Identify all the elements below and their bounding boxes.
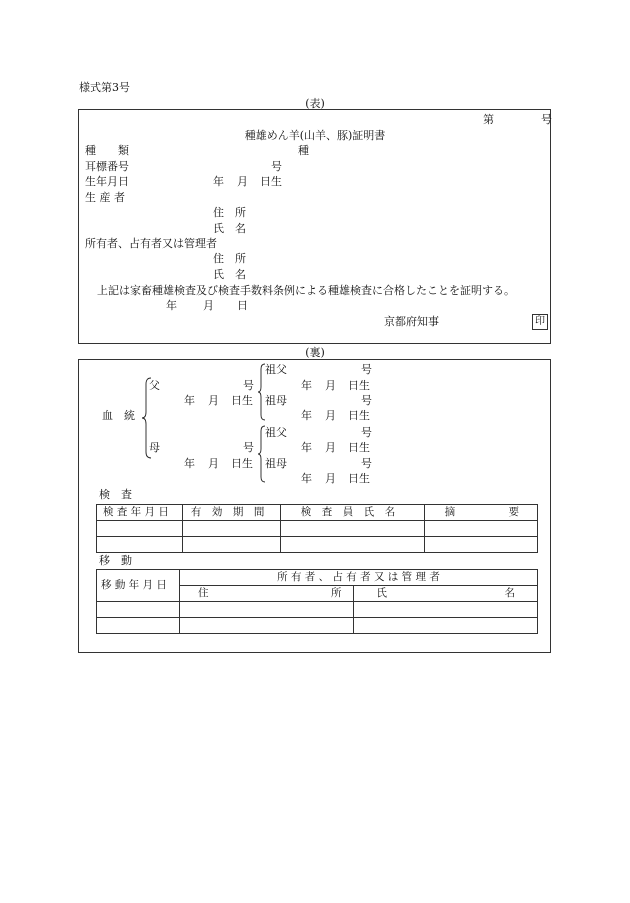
cert-date-day: 日 (237, 299, 248, 312)
cert-date-year: 年 (166, 299, 177, 312)
certificate-title: 種雄めん羊(山羊、豚)証明書 (244, 129, 386, 142)
birth-date-label: 生年月日 (85, 175, 129, 188)
dam-grandfather-number-suffix: 号 (361, 426, 372, 439)
inspection-heading: 検 査 (99, 488, 132, 501)
cert-no-suffix: 号 (541, 113, 552, 126)
breed-suffix: 種 (298, 144, 309, 157)
seal-box: 印 (532, 314, 548, 330)
sire-number-suffix: 号 (243, 379, 254, 392)
producer-label: 生 産 者 (85, 191, 125, 204)
inspection-col-validity: 有 効 期 間 (182, 505, 280, 521)
inspection-header-row (97, 505, 538, 521)
table-row (97, 537, 538, 553)
sire-grandmother-birth-year: 年 (301, 409, 312, 422)
birth-year: 年 (213, 175, 224, 188)
transfer-col-name: 氏 名 (354, 586, 538, 602)
dam-grandfather-label: 祖父 (265, 426, 287, 439)
transfer-heading: 移 動 (99, 554, 132, 567)
sire-grandmother-birth-day: 日生 (348, 409, 370, 422)
sire-birth-month: 月 (208, 394, 219, 407)
owner-name-label: 氏 名 (213, 268, 246, 281)
transfer-col-address: 住 所 (179, 586, 354, 602)
producer-address-label: 住 所 (213, 206, 246, 219)
dam-grandmother-number-suffix: 号 (361, 457, 372, 470)
sire-label: 父 (149, 379, 160, 392)
table-row (97, 521, 538, 537)
front-section-label: (表) (305, 97, 325, 110)
transfer-table (96, 569, 538, 634)
breed-label: 種 類 (85, 144, 129, 157)
sire-grandfather-birth-year: 年 (301, 379, 312, 392)
dam-birth-year: 年 (184, 457, 195, 470)
dam-grandmother-birth-year: 年 (301, 472, 312, 485)
table-row (97, 602, 538, 618)
ear-tag-label: 耳標番号 (85, 160, 129, 173)
inspection-col-remarks: 摘 要 (424, 505, 537, 521)
owner-label: 所有者、占有者又は管理者 (85, 237, 217, 250)
owner-address-label: 住 所 (213, 252, 246, 265)
inspection-col-date: 検 査 年 月 日 (97, 505, 183, 521)
back-section-label: (裏) (305, 346, 325, 359)
pedigree-label: 血 統 (102, 409, 135, 422)
sire-grandmother-number-suffix: 号 (361, 394, 372, 407)
birth-month: 月 (237, 175, 248, 188)
front-frame (78, 109, 551, 344)
cert-date-month: 月 (203, 299, 214, 312)
transfer-header-row (97, 570, 538, 586)
inspection-col-inspector: 検 査 員 氏 名 (280, 505, 424, 521)
sire-grandmother-birth-month: 月 (325, 409, 336, 422)
dam-grandmother-birth-day: 日生 (348, 472, 370, 485)
sire-birth-year: 年 (184, 394, 195, 407)
dam-number-suffix: 号 (243, 441, 254, 454)
sire-birth-day: 日生 (231, 394, 253, 407)
dam-grandmother-label: 祖母 (265, 457, 287, 470)
cert-no-prefix: 第 (483, 113, 494, 126)
table-row (97, 618, 538, 634)
inspection-table (96, 504, 538, 553)
issuer: 京都府知事 (384, 315, 439, 328)
transfer-col-date: 移 動 年 月 日 (97, 570, 180, 602)
transfer-col-owner: 所 有 者 、 占 有 者 又 は 管 理 者 (179, 570, 537, 586)
birth-day: 日生 (260, 175, 282, 188)
dam-grandfather-birth-month: 月 (325, 441, 336, 454)
sire-grandfather-birth-day: 日生 (348, 379, 370, 392)
dam-birth-day: 日生 (231, 457, 253, 470)
producer-name-label: 氏 名 (213, 222, 246, 235)
sire-grandmother-label: 祖母 (265, 394, 287, 407)
dam-grandfather-birth-year: 年 (301, 441, 312, 454)
dam-grandfather-birth-day: 日生 (348, 441, 370, 454)
sire-grandfather-label: 祖父 (265, 363, 287, 376)
dam-birth-month: 月 (208, 457, 219, 470)
sire-grandfather-number-suffix: 号 (361, 363, 372, 376)
ear-tag-suffix: 号 (271, 160, 282, 173)
dam-grandmother-birth-month: 月 (325, 472, 336, 485)
form-number: 様式第3号 (79, 81, 130, 94)
dam-label: 母 (149, 441, 160, 454)
sire-grandfather-birth-month: 月 (325, 379, 336, 392)
certification-statement: 上記は家畜種雄検査及び検査手数料条例による種雄検査に合格したことを証明する。 (97, 284, 515, 297)
